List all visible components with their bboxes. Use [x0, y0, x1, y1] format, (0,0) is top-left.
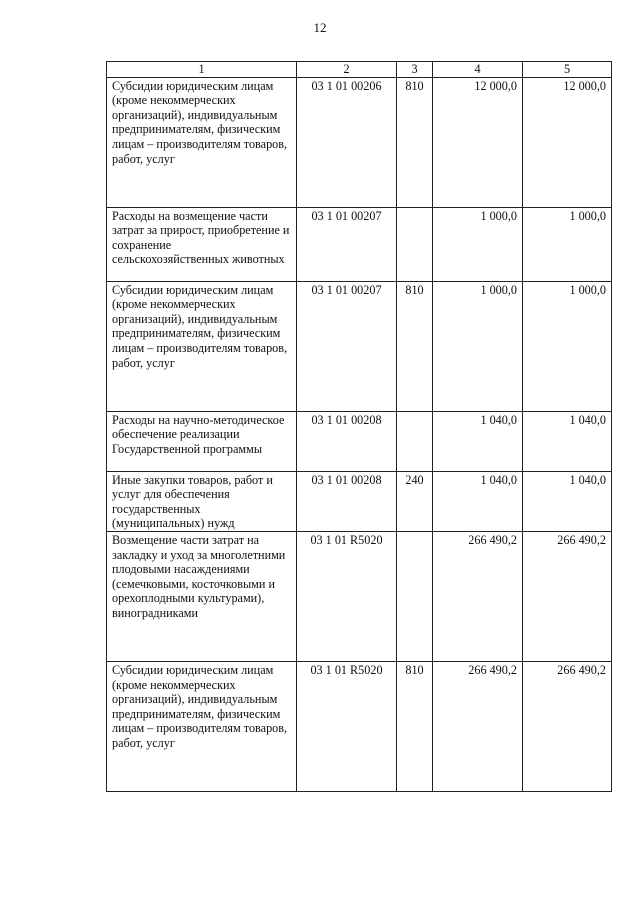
- column-header-4: 4: [433, 62, 523, 78]
- table-row: [107, 661, 612, 791]
- row-sum-5: 1 040,0: [523, 471, 612, 531]
- table-row: [107, 281, 612, 411]
- row-sum-5: 1 040,0: [523, 411, 612, 471]
- row-code: 03 1 01 00208: [297, 471, 397, 531]
- row-name: Субсидии юридическим лицам (кроме некоммерческих организаций), индивидуальным предпринимателям, физическим лицам – производителям товаров, работ, услуг: [107, 281, 297, 411]
- table-row: [107, 411, 612, 471]
- row-kind: [397, 411, 433, 471]
- table-header-row: [107, 62, 612, 78]
- row-sum-4: 266 490,2: [433, 661, 523, 791]
- row-sum-4: 1 000,0: [433, 207, 523, 281]
- table-row: [107, 207, 612, 281]
- row-kind: 810: [397, 77, 433, 207]
- row-code: 03 1 01 00207: [297, 281, 397, 411]
- table-row: [107, 471, 612, 531]
- row-code: 03 1 01 R5020: [297, 531, 397, 661]
- page-number: 12: [313, 20, 327, 35]
- row-code: 03 1 01 00206: [297, 77, 397, 207]
- row-sum-5: 1 000,0: [523, 207, 612, 281]
- row-kind: 240: [397, 471, 433, 531]
- row-sum-5: 266 490,2: [523, 661, 612, 791]
- row-name: Расходы на возмещение части затрат за прирост, приобретение и сохранение сельскохозяйственных животных: [107, 207, 297, 281]
- table-row: [107, 531, 612, 661]
- budget-table: [106, 61, 612, 792]
- column-header-2: 2: [297, 62, 397, 78]
- row-code: 03 1 01 00207: [297, 207, 397, 281]
- row-name: Субсидии юридическим лицам (кроме некоммерческих организаций), индивидуальным предпринимателям, физическим лицам – производителям товаров, работ, услуг: [107, 77, 297, 207]
- column-header-1: 1: [107, 62, 297, 78]
- row-kind: [397, 531, 433, 661]
- row-sum-5: 266 490,2: [523, 531, 612, 661]
- row-sum-4: 1 040,0: [433, 411, 523, 471]
- table-row: [107, 77, 612, 207]
- column-header-5: 5: [523, 62, 612, 78]
- row-sum-4: 12 000,0: [433, 77, 523, 207]
- row-name: Расходы на научно-методическое обеспечение реализации Государственной программы: [107, 411, 297, 471]
- row-kind: [397, 207, 433, 281]
- row-sum-5: 12 000,0: [523, 77, 612, 207]
- row-sum-4: 1 040,0: [433, 471, 523, 531]
- row-sum-5: 1 000,0: [523, 281, 612, 411]
- row-kind: 810: [397, 281, 433, 411]
- row-code: 03 1 01 R5020: [297, 661, 397, 791]
- row-name: Субсидии юридическим лицам (кроме некоммерческих организаций), индивидуальным предпринимателям, физическим лицам – производителям товаров, работ, услуг: [107, 661, 297, 791]
- row-sum-4: 1 000,0: [433, 281, 523, 411]
- row-code: 03 1 01 00208: [297, 411, 397, 471]
- row-name: Возмещение части затрат на закладку и уход за многолетними плодовыми насаждениями (семечковыми, косточковыми и орехоплодными культурами), виноградниками: [107, 531, 297, 661]
- row-kind: 810: [397, 661, 433, 791]
- row-sum-4: 266 490,2: [433, 531, 523, 661]
- row-name: Иные закупки товаров, работ и услуг для обеспечения государственных (муниципальных) нужд: [107, 471, 297, 531]
- column-header-3: 3: [397, 62, 433, 78]
